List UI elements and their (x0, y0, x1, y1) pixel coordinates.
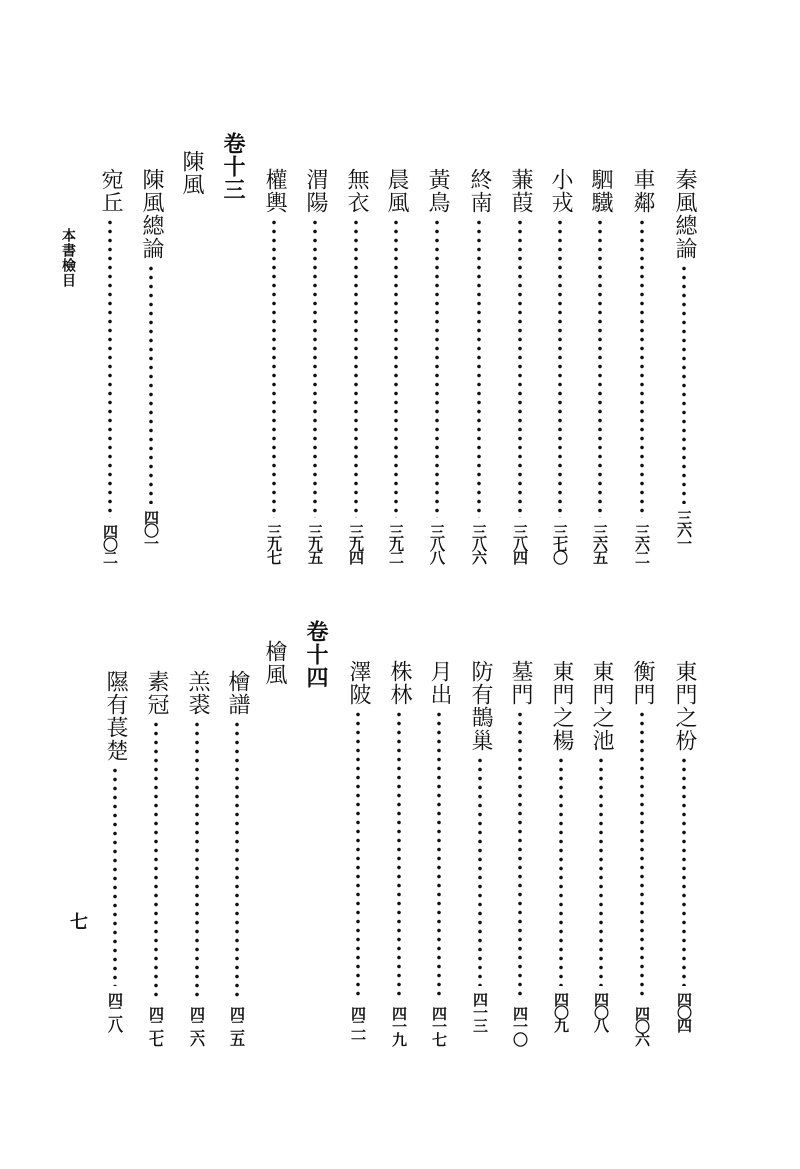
toc-entry (505, 660, 535, 1045)
leader-dots (149, 264, 153, 504)
entry-page: 三七〇 (551, 524, 569, 563)
leader-dots (478, 756, 482, 986)
entry-page: 四〇一 (142, 510, 160, 549)
entry-title: 防有鵲巢 (468, 660, 493, 752)
leader-dots (195, 720, 199, 1000)
leader-dots (682, 264, 686, 504)
entry-page: 四一七 (430, 1006, 448, 1045)
entry-page: 三六五 (591, 524, 609, 563)
entry-title: 權輿 (262, 168, 287, 214)
entry-title: 秦風總論 (672, 168, 697, 260)
toc-entry (424, 660, 454, 1045)
toc-entry (384, 660, 414, 1045)
entry-page: 三八六 (470, 524, 488, 563)
entry-title: 東門之池 (589, 660, 614, 752)
entry-title: 無衣 (344, 168, 369, 214)
entry-page: 四〇六 (633, 1006, 651, 1045)
toc-entry (343, 660, 373, 1045)
leader-dots (154, 720, 158, 1000)
entry-title: 黃鳥 (425, 168, 450, 214)
entry-page: 四二六 (188, 1006, 206, 1045)
toc-entry (627, 168, 657, 563)
entry-page: 四一三 (471, 992, 489, 1031)
entry-title: 衡門 (630, 660, 655, 706)
entry-title: 東門之枌 (672, 660, 697, 752)
leader-dots (272, 218, 276, 518)
leader-dots (313, 218, 317, 518)
entry-page: 三八四 (511, 524, 529, 563)
toc-entry (222, 670, 252, 1045)
entry-page: 四二五 (228, 1006, 246, 1045)
entry-title: 羔裘 (185, 670, 210, 716)
entry-title: 小戎 (548, 168, 573, 214)
toc-entry (586, 660, 616, 1031)
leader-dots (559, 756, 563, 986)
entry-title: 蒹葭 (508, 168, 533, 214)
toc-entry (585, 168, 615, 563)
entry-page: 四〇四 (675, 992, 693, 1031)
page-number: 七 (70, 912, 88, 933)
toc-entry (464, 168, 494, 563)
entry-page: 四〇八 (592, 992, 610, 1031)
toc-entry (95, 168, 125, 563)
toc-entry (381, 168, 411, 563)
entry-title: 車鄰 (630, 168, 655, 214)
toc-entry (669, 168, 699, 549)
toc-entry (505, 168, 535, 563)
section-title: 檜風 (262, 640, 287, 686)
leader-dots (682, 756, 686, 986)
toc-entry (422, 168, 452, 563)
volume-heading (301, 620, 331, 689)
leader-dots (394, 218, 398, 518)
toc-entry (341, 168, 371, 563)
leader-dots (518, 218, 522, 518)
toc-entry (259, 168, 289, 563)
entry-page: 三九七 (265, 524, 283, 563)
entry-page: 四二七 (147, 1006, 165, 1045)
leader-dots (640, 710, 644, 1000)
entry-title: 墓門 (508, 660, 533, 706)
leader-dots (598, 218, 602, 518)
volume-title: 卷十三 (220, 132, 246, 201)
toc-entry (300, 168, 330, 563)
entry-title: 駟驖 (588, 168, 613, 214)
entry-page: 四〇二 (101, 524, 119, 563)
leader-dots (235, 720, 239, 1000)
entry-title: 渭陽 (303, 168, 328, 214)
toc-entry (669, 660, 699, 1031)
running-head: 本書檢目 (60, 228, 76, 288)
entry-page: 三八八 (428, 524, 446, 563)
section-heading (259, 640, 289, 686)
entry-page: 四二八 (106, 992, 124, 1031)
toc-entry (100, 670, 130, 1031)
entry-page: 三六二 (633, 524, 651, 563)
volume-heading (218, 132, 248, 201)
entry-page: 四〇九 (552, 992, 570, 1031)
entry-title: 隰有萇楚 (103, 670, 128, 762)
entry-page: 三九二 (387, 524, 405, 563)
entry-title: 澤陂 (346, 660, 371, 706)
entry-title: 月出 (427, 660, 452, 706)
entry-title: 檜譜 (225, 670, 250, 716)
entry-page: 三九五 (306, 524, 324, 563)
entry-title: 素冠 (144, 670, 169, 716)
leader-dots (518, 710, 522, 1000)
toc-entry (136, 168, 166, 549)
leader-dots (354, 218, 358, 518)
toc-entry (545, 168, 575, 563)
leader-dots (437, 710, 441, 1000)
toc-entry (546, 660, 576, 1031)
entry-title: 陳風總論 (139, 168, 164, 260)
entry-title: 終南 (467, 168, 492, 214)
leader-dots (435, 218, 439, 518)
leader-dots (558, 218, 562, 518)
entry-title: 株林 (387, 660, 412, 706)
entry-page: 三九四 (347, 524, 365, 563)
entry-title: 晨風 (384, 168, 409, 214)
entry-title: 東門之楊 (549, 660, 574, 752)
leader-dots (477, 218, 481, 518)
entry-page: 三六一 (675, 510, 693, 549)
leader-dots (356, 710, 360, 1000)
toc-entry (627, 660, 657, 1045)
toc-entry (465, 660, 495, 1031)
leader-dots (599, 756, 603, 986)
toc-entry (182, 670, 212, 1045)
entry-title: 宛丘 (98, 168, 123, 214)
entry-page: 四一九 (390, 1006, 408, 1045)
section-heading (176, 150, 206, 196)
leader-dots (108, 218, 112, 518)
entry-page: 四一〇 (511, 1006, 529, 1045)
volume-title: 卷十四 (303, 620, 329, 689)
section-title: 陳風 (179, 150, 204, 196)
entry-page: 四二一 (349, 1006, 367, 1045)
leader-dots (113, 766, 117, 986)
leader-dots (397, 710, 401, 1000)
leader-dots (640, 218, 644, 518)
toc-entry (141, 670, 171, 1045)
